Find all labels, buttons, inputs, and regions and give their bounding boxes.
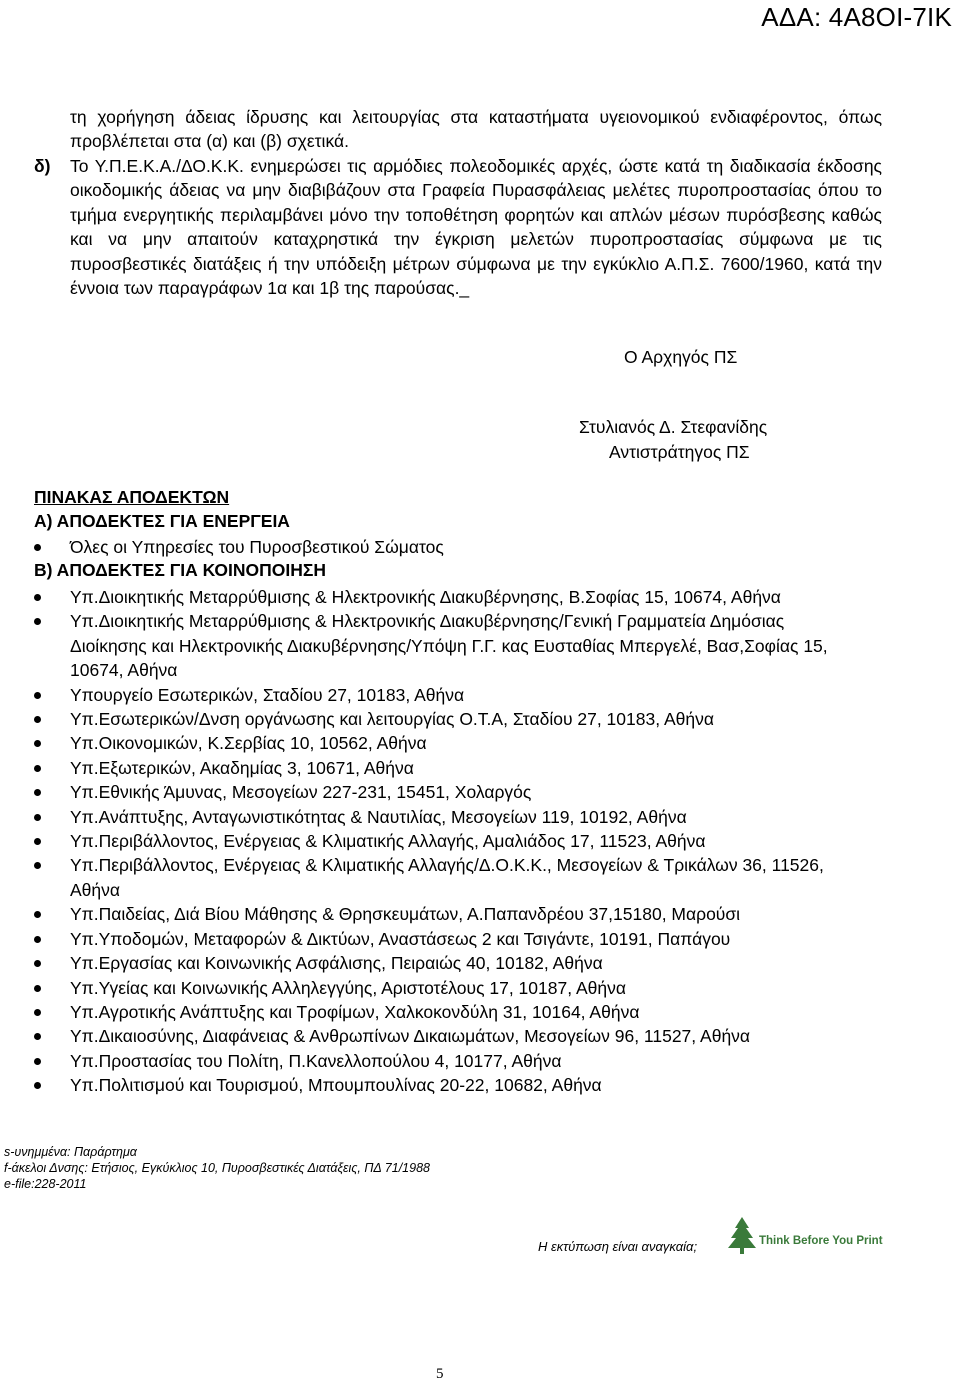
recipient-text: Υπ.Υγείας και Κοινωνικής Αλληλεγγύης, Αριστοτέλους 17, 10187, Αθήνα <box>70 977 626 998</box>
recipient-item <box>34 731 844 755</box>
signatory-name: Στυλιανός Δ. Στεφανίδης <box>579 417 768 437</box>
cc-recipients-list <box>34 585 844 1098</box>
recipient-item <box>34 756 844 780</box>
recipient-item <box>34 1000 844 1024</box>
recipient-item <box>34 927 844 951</box>
recipient-item <box>34 585 844 609</box>
think-before-print-logo <box>727 1216 885 1254</box>
recipient-item <box>34 976 844 1000</box>
recipient-text: Υπ.Διοικητικής Μεταρρύθμισης & Ηλεκτρονικής Διακυβέρνησης, Β.Σοφίας 15, 10674, Αθήνα <box>70 587 781 607</box>
bullet-icon <box>34 692 41 699</box>
recipient-text: Όλες οι Υπηρεσίες του Πυροσβεστικού Σώματος <box>70 537 444 557</box>
recipient-item <box>34 902 844 926</box>
bullet-icon <box>34 911 41 918</box>
bullet-icon <box>34 618 41 625</box>
recipient-text: Υπουργείο Εσωτερικών, Σταδίου 27, 10183, Αθήνα <box>70 684 465 705</box>
recipient-text: Υπ.Εθνικής Άμυνας, Μεσογείων 227-231, 15451, Χολαργός <box>70 782 532 803</box>
item-label-d: δ) <box>34 156 51 176</box>
recipient-text: Υπ.Περιβάλλοντος, Ενέργειας & Κλιματικής Αλλαγής/Δ.Ο.Κ.Κ., Μεσογείων & Τρικάλων 36, 11526, Αθήνα <box>70 855 824 900</box>
bullet-icon <box>34 936 41 943</box>
signatory-title: Ο Αρχηγός ΠΣ <box>624 347 738 367</box>
recipient-text: Υπ.Παιδείας, Διά Βίου Μάθησης & Θρησκευμάτων, Α.Παπανδρέου 37,15180, Μαρούσι <box>70 904 741 925</box>
recipient-text: Υπ.Οικονομικών, Κ.Σερβίας 10, 10562, Αθήνα <box>70 733 427 754</box>
recipient-item <box>34 683 844 707</box>
footer-folders: f-άκελοι Δνσης: Ετήσιος, Εγκύκλιος 10, Πυροσβεστικές Διατάξεις, ΠΔ 71/1988 <box>4 1161 430 1175</box>
recipient-item <box>34 609 844 682</box>
bullet-icon <box>34 1082 41 1089</box>
recipient-item <box>34 1073 844 1097</box>
bullet-icon <box>34 789 41 796</box>
paragraph-d: Το Υ.Π.Ε.Κ.Α./ΔΟ.Κ.Κ. ενημερώσει τις αρμόδιες πολεοδομικές αρχές, ώστε κατά τη διαδικασία έκδοσης οικοδομικής άδειας να μην διαβιβάζουν στα Γραφεία Πυρασφάλειας μελέτες πυροπροστασίας όπου το τμήμα ενεργητικής περιλαμβάνει μόνο την τοποθέτηση φορητών και απλών μέσων πυρόσβεσης καθώς και να μην απαιτούν καταχρηστικά την έγκριση μελετών πυροπροστασίας σύμφωνα με τις πυροσβεστικές διατάξεις ή την υπόδειξη μέτρων σύμφωνα με την εγκύκλιο Α.Π.Σ. 7600/1960, κατά την έννοια των παραγράφων 1α και 1β της παρούσας._ <box>70 156 882 299</box>
recipient-text: Υπ.Δικαιοσύνης, Διαφάνειας & Ανθρωπίνων Δικαιωμάτων, Μεσογείων 96, 11527, Αθήνα <box>70 1026 751 1047</box>
recipient-item <box>34 1049 844 1073</box>
signatory-rank: Αντιστράτηγος ΠΣ <box>609 442 750 462</box>
bullet-icon <box>34 1033 41 1040</box>
recipient-item <box>34 951 844 975</box>
footer-efile: e-file:228-2011 <box>4 1177 87 1191</box>
recipient-text: Υπ.Εργασίας και Κοινωνικής Ασφάλισης, Πειραιώς 40, 10182, Αθήνα <box>70 953 603 974</box>
recipient-text: Υπ.Προστασίας του Πολίτη, Π.Κανελλοπούλου 4, 10177, Αθήνα <box>70 1050 562 1071</box>
recipient-text: Υπ.Περιβάλλοντος, Ενέργειας & Κλιματικής Αλλαγής, Αμαλιάδος 17, 11523, Αθήνα <box>70 831 706 852</box>
bullet-icon <box>34 985 41 992</box>
bullet-icon <box>34 544 41 551</box>
recipient-text: Υπ.Αγροτικής Ανάπτυξης και Τροφίμων, Χαλκοκονδύλη 31, 10164, Αθήνα <box>70 1001 640 1022</box>
recipient-text: Υπ.Εσωτερικών/Δνση οργάνωσης και λειτουργίας Ο.Τ.Α, Σταδίου 27, 10183, Αθήνα <box>70 709 714 730</box>
recipient-item <box>34 1024 844 1048</box>
recipient-item <box>34 829 844 853</box>
page-number: 5 <box>436 1366 444 1382</box>
recipient-item <box>34 535 844 559</box>
bullet-icon <box>34 740 41 747</box>
bullet-icon <box>34 1009 41 1016</box>
bullet-icon <box>34 862 41 869</box>
action-recipients-list <box>34 535 844 559</box>
tree-icon <box>727 1216 757 1254</box>
paragraph-continuation: τη χορήγηση άδειας ίδρυσης και λειτουργίας στα καταστήματα υγειονομικού ενδιαφέροντος, όπως προβλέπεται στα (α) και (β) σχετικά. <box>70 107 882 152</box>
recipient-text: Υπ.Διοικητικής Μεταρρύθμισης & Ηλεκτρονικής Διακυβέρνησης/Γενική Γραμματεία Δημόσιας Διοίκησης και Ηλεκτρονικής Διακυβέρνησης/Υπόψη Γ.Γ. κας Ευσταθίας Μπεργελέ, Βασ,Σοφίας 15, 10674, Αθήνα <box>70 611 828 681</box>
footer-attachments: s-υνημμένα: Παράρτημα <box>4 1145 137 1159</box>
bullet-icon <box>34 838 41 845</box>
recipient-item <box>34 707 844 731</box>
recipient-text: Υπ.Πολιτισμού και Τουρισμού, Μπουμπουλίνας 20-22, 10682, Αθήνα <box>70 1075 602 1096</box>
recipient-item <box>34 805 844 829</box>
logo-label: Think Before You Print <box>759 1235 883 1247</box>
bullet-icon <box>34 960 41 967</box>
bullet-icon <box>34 594 41 601</box>
bullet-icon <box>34 814 41 821</box>
bullet-icon <box>34 716 41 723</box>
action-recipients-heading: Α) ΑΠΟΔΕΚΤΕΣ ΓΙΑ ΕΝΕΡΓΕΙΑ <box>34 511 290 531</box>
recipients-heading: ΠΙΝΑΚΑΣ ΑΠΟΔΕΚΤΩΝ <box>34 487 230 507</box>
bullet-icon <box>34 1058 41 1065</box>
recipient-text: Υπ.Ανάπτυξης, Ανταγωνιστικότητας & Ναυτιλίας, Μεσογείων 119, 10192, Αθήνα <box>70 806 687 827</box>
print-question: Η εκτύπωση είναι αναγκαία; <box>538 1239 698 1254</box>
ada-code: ΑΔΑ: 4Α8ΟΙ-7ΙΚ <box>761 2 952 32</box>
bullet-icon <box>34 765 41 772</box>
cc-recipients-heading: Β) ΑΠΟΔΕΚΤΕΣ ΓΙΑ ΚΟΙΝΟΠΟΙΗΣΗ <box>34 560 327 580</box>
recipient-item <box>34 780 844 804</box>
recipient-text: Υπ.Υποδομών, Μεταφορών & Δικτύων, Αναστάσεως 2 και Τσιγάντε, 10191, Παπάγου <box>70 928 731 949</box>
recipient-text: Υπ.Εξωτερικών, Ακαδημίας 3, 10671, Αθήνα <box>70 757 414 778</box>
recipient-item <box>34 853 844 902</box>
